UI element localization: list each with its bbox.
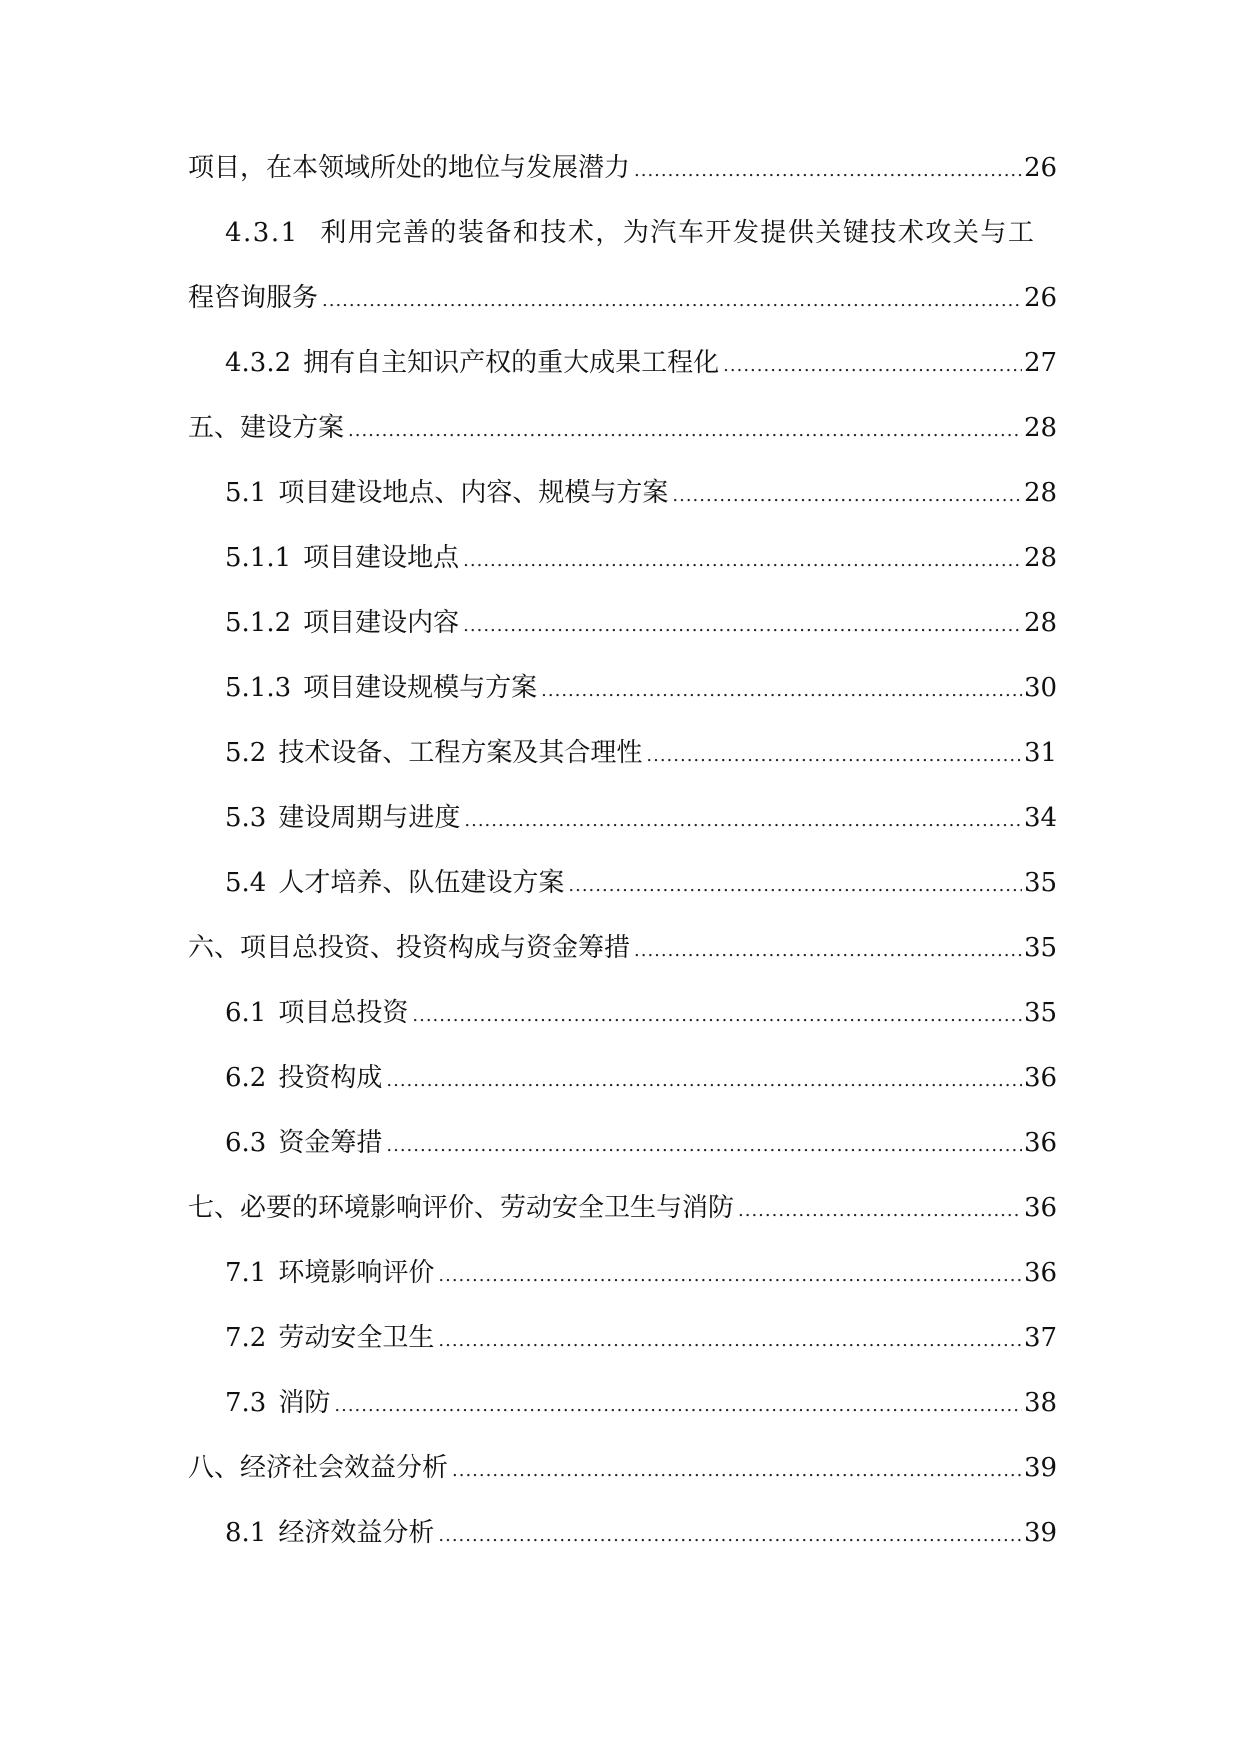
toc-entry[interactable] xyxy=(188,348,1058,413)
toc-entry[interactable] xyxy=(188,1323,1058,1388)
toc-entry-number: 4.3.2 xyxy=(225,348,292,378)
toc-entry-page: 28 xyxy=(1024,413,1058,443)
toc-entry-number: 5.2 xyxy=(225,738,267,768)
dot-leader xyxy=(672,481,1022,511)
toc-entry[interactable] xyxy=(188,1193,1058,1258)
toc-entry[interactable] xyxy=(188,153,1058,218)
toc-entry-title: 项目建设地点 xyxy=(303,543,460,573)
toc-entry-title: 项目建设规模与方案 xyxy=(303,673,538,703)
dot-leader xyxy=(438,1521,1022,1551)
toc-entry-page: 26 xyxy=(1024,153,1058,183)
toc-entry[interactable] xyxy=(188,803,1058,868)
toc-entry-page: 35 xyxy=(1024,998,1058,1028)
toc-entry[interactable] xyxy=(188,1388,1058,1453)
toc-entry-page: 31 xyxy=(1024,738,1058,768)
toc-entry-number: 7.3 xyxy=(225,1388,267,1418)
toc-entry-title: 经济效益分析 xyxy=(278,1518,435,1548)
toc-entry-page: 28 xyxy=(1024,543,1058,573)
toc-entry-continuation[interactable] xyxy=(188,283,1058,348)
toc-entry-title: 五、建设方案 xyxy=(188,413,345,443)
toc-entry-page: 38 xyxy=(1024,1388,1058,1418)
toc-entry-page: 37 xyxy=(1024,1323,1058,1353)
toc-entry-title: 项目，在本领域所处的地位与发展潜力 xyxy=(188,153,631,183)
dot-leader xyxy=(738,1196,1022,1226)
toc-entry-title: 六、项目总投资、投资构成与资金筹措 xyxy=(188,933,631,963)
toc-entry-number: 5.1.3 xyxy=(225,673,292,703)
toc-entry[interactable] xyxy=(188,1258,1058,1323)
toc-entry-number: 8.1 xyxy=(225,1518,267,1548)
toc-entry-number: 7.2 xyxy=(225,1323,267,1353)
toc-entry[interactable] xyxy=(188,868,1058,933)
dot-leader xyxy=(634,156,1022,186)
toc-entry-page: 39 xyxy=(1024,1453,1058,1483)
dot-leader xyxy=(634,936,1022,966)
toc-entry-page: 28 xyxy=(1024,478,1058,508)
toc-entry-number: 7.1 xyxy=(225,1258,267,1288)
toc-entry[interactable] xyxy=(188,933,1058,998)
toc-entry[interactable] xyxy=(188,673,1058,738)
toc-entry-title: 拥有自主知识产权的重大成果工程化 xyxy=(303,348,720,378)
dot-leader xyxy=(412,1001,1022,1031)
toc-entry[interactable] xyxy=(188,478,1058,543)
toc-entry-number: 6.2 xyxy=(225,1063,267,1093)
dot-leader xyxy=(348,416,1022,446)
dot-leader xyxy=(464,806,1022,836)
toc-entry-title: 投资构成 xyxy=(278,1063,383,1093)
dot-leader xyxy=(646,741,1022,771)
toc-entry[interactable] xyxy=(188,608,1058,673)
toc-entry-title: 利用完善的装备和技术，为汽车开发提供关键技术攻关与工 xyxy=(320,218,1036,248)
toc-entry[interactable] xyxy=(188,543,1058,608)
toc-entry-title: 项目建设地点、内容、规模与方案 xyxy=(278,478,669,508)
dot-leader xyxy=(438,1261,1022,1291)
toc-entry-title: 七、必要的环境影响评价、劳动安全卫生与消防 xyxy=(188,1193,735,1223)
toc-entry-page: 30 xyxy=(1024,673,1058,703)
toc-entry-number: 5.4 xyxy=(225,868,267,898)
toc-entry[interactable] xyxy=(188,1453,1058,1518)
toc-entry-page: 36 xyxy=(1024,1128,1058,1158)
dot-leader xyxy=(452,1456,1022,1486)
toc-entry-title: 环境影响评价 xyxy=(278,1258,435,1288)
toc-entry[interactable] xyxy=(188,998,1058,1063)
toc-entry-title: 人才培养、队伍建设方案 xyxy=(278,868,565,898)
toc-entry[interactable] xyxy=(188,1128,1058,1193)
toc-entry-page: 27 xyxy=(1024,348,1058,378)
toc-entry[interactable] xyxy=(188,413,1058,478)
toc-entry-title: 技术设备、工程方案及其合理性 xyxy=(278,738,643,768)
dot-leader xyxy=(334,1391,1022,1421)
toc-entry-page: 34 xyxy=(1024,803,1058,833)
toc-entry-title: 项目总投资 xyxy=(278,998,409,1028)
toc-entry[interactable] xyxy=(188,1063,1058,1128)
dot-leader xyxy=(463,546,1022,576)
toc-entry-page: 39 xyxy=(1024,1518,1058,1548)
dot-leader xyxy=(463,611,1022,641)
toc-entry-number: 4.3.1 xyxy=(225,218,299,248)
dot-leader xyxy=(438,1326,1022,1356)
toc-entry-title-continued: 程咨询服务 xyxy=(188,283,319,313)
toc-entry-title: 项目建设内容 xyxy=(303,608,460,638)
toc-entry-number: 5.3 xyxy=(225,803,267,833)
toc-entry-number: 6.1 xyxy=(225,998,267,1028)
toc-entry-title: 资金筹措 xyxy=(278,1128,383,1158)
toc-entry-page: 35 xyxy=(1024,933,1058,963)
dot-leader xyxy=(541,676,1022,706)
table-of-contents xyxy=(188,153,1058,1583)
toc-entry-title: 消防 xyxy=(278,1388,331,1418)
toc-entry[interactable] xyxy=(188,218,1054,283)
dot-leader xyxy=(386,1131,1022,1161)
toc-entry-page: 36 xyxy=(1024,1193,1058,1223)
dot-leader xyxy=(568,871,1022,901)
toc-entry-number: 6.3 xyxy=(225,1128,267,1158)
toc-entry-page: 26 xyxy=(1024,283,1058,313)
dot-leader xyxy=(386,1066,1022,1096)
toc-entry-title: 劳动安全卫生 xyxy=(278,1323,435,1353)
dot-leader xyxy=(723,351,1022,381)
dot-leader xyxy=(322,286,1022,316)
toc-entry-number: 5.1 xyxy=(225,478,267,508)
toc-entry-title: 建设周期与进度 xyxy=(278,803,461,833)
toc-entry-number: 5.1.1 xyxy=(225,543,292,573)
toc-entry-number: 5.1.2 xyxy=(225,608,292,638)
toc-entry-title: 八、经济社会效益分析 xyxy=(188,1453,449,1483)
toc-entry-page: 36 xyxy=(1024,1258,1058,1288)
toc-entry[interactable] xyxy=(188,1518,1058,1583)
toc-entry-page: 35 xyxy=(1024,868,1058,898)
toc-entry-page: 36 xyxy=(1024,1063,1058,1093)
toc-entry-page: 28 xyxy=(1024,608,1058,638)
toc-entry[interactable] xyxy=(188,738,1058,803)
